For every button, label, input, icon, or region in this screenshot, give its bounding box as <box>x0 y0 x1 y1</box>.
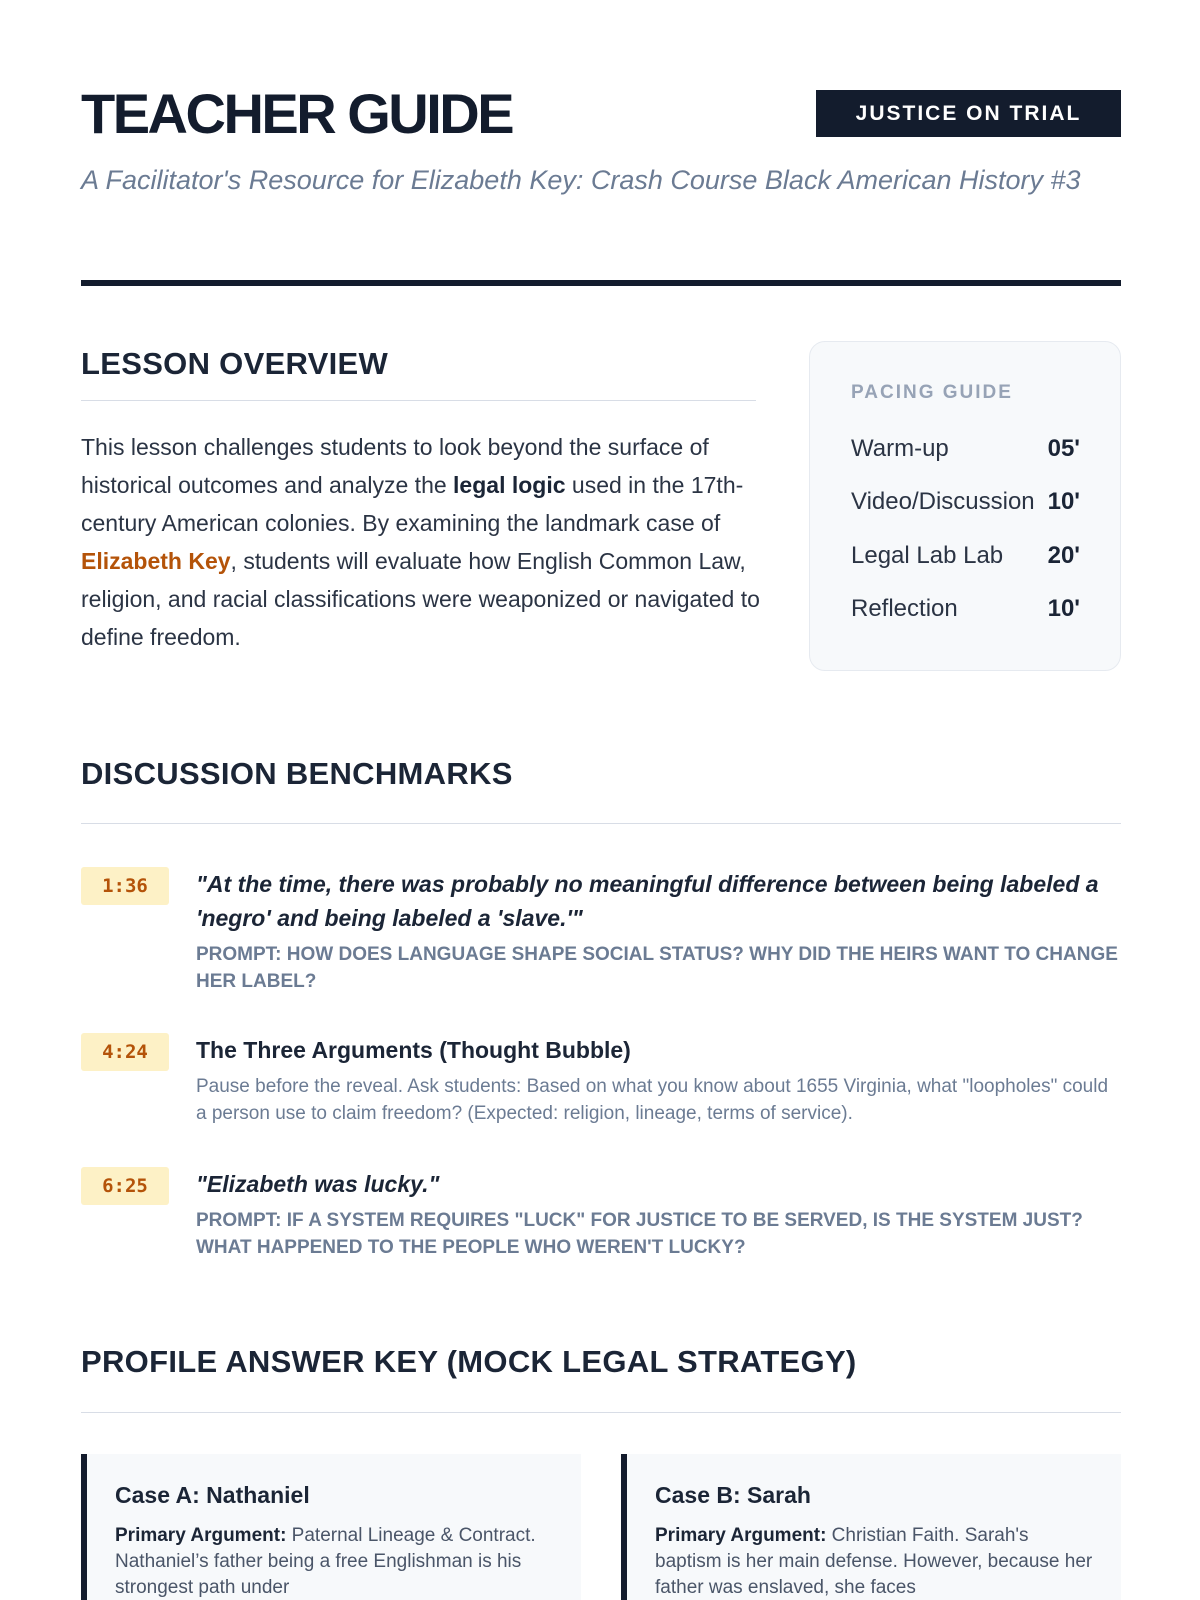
benchmark-prompt: PROMPT: IF A SYSTEM REQUIRES "LUCK" FOR JUSTICE TO BE SERVED, IS THE SYSTEM JUST? WHAT HAPPENED TO THE PEOPLE WHO WEREN'T LUCKY? <box>196 1210 1083 1258</box>
benchmark-quote: "At the time, there was probably no meaningful difference between being labeled a 'negro' and being labeled a 'slave.'" <box>196 871 1099 931</box>
timestamp-badge: 4:24 <box>81 1033 169 1071</box>
benchmark-quote: "Elizabeth was lucky." <box>196 1171 440 1197</box>
case-argument <box>655 1523 1093 1600</box>
case-title: Case A: Nathaniel <box>115 1482 310 1508</box>
discussion-benchmarks-heading: DISCUSSION BENCHMARKS <box>81 756 513 791</box>
page-subtitle: A Facilitator's Resource for Elizabeth Key: Crash Course Black American History #3 <box>81 165 1081 195</box>
benchmarks-divider <box>81 823 1121 824</box>
lesson-overview-heading: LESSON OVERVIEW <box>81 346 389 381</box>
timestamp-badge: 6:25 <box>81 1167 169 1205</box>
answer-key-heading: PROFILE ANSWER KEY (MOCK LEGAL STRATEGY) <box>81 1344 857 1379</box>
page-title: TEACHER GUIDE <box>81 82 513 145</box>
overview-bold-term: legal logic <box>453 472 566 498</box>
pacing-minutes: 20' <box>1047 541 1080 569</box>
overview-accent-name: Elizabeth Key <box>81 548 231 574</box>
argument-text: Paternal Lineage & Contract. Nathaniel’s father being a free Englishman is his strongest path under <box>115 1525 536 1598</box>
case-card-a <box>81 1454 581 1600</box>
benchmark-prompt: PROMPT: HOW DOES LANGUAGE SHAPE SOCIAL STATUS? WHY DID THE HEIRS WANT TO CHANGE HER LABEL? <box>196 944 1118 992</box>
answer-key-divider <box>81 1412 1121 1413</box>
pacing-label: Legal Lab Lab <box>851 541 1004 569</box>
pacing-row <box>851 422 1080 476</box>
timestamp-badge: 1:36 <box>81 867 169 905</box>
pacing-guide-card <box>809 341 1121 671</box>
pacing-minutes: 10' <box>1047 595 1080 623</box>
benchmark-body <box>196 867 1121 995</box>
pacing-label: Video/Discussion <box>851 488 1035 516</box>
pacing-row <box>851 583 1080 637</box>
case-title: Case B: Sarah <box>655 1482 811 1508</box>
argument-text: Christian Faith. Sarah's baptism is her main defense. However, because her father was enslaved, she faces <box>655 1525 1093 1598</box>
overview-divider <box>81 400 756 401</box>
benchmark-body <box>196 1033 1121 1127</box>
argument-label: Primary Argument: <box>115 1525 287 1546</box>
pacing-label: Reflection <box>851 595 958 623</box>
overview-text-part: used in the 17th-century American colonies. By examining the landmark case of <box>81 472 744 536</box>
benchmark-note: Pause before the reveal. Ask students: Based on what you know about 1655 Virginia, what "loopholes" could a person use to claim freedom? (Expected: religion, lineage, terms of service). <box>196 1076 1109 1124</box>
pacing-label: Warm-up <box>851 434 949 462</box>
lesson-overview-text <box>81 428 771 656</box>
benchmark-title: The Three Arguments (Thought Bubble) <box>196 1037 631 1063</box>
pacing-row <box>851 529 1080 583</box>
pacing-minutes: 10' <box>1047 488 1080 516</box>
pacing-minutes: 05' <box>1047 434 1080 462</box>
pacing-guide-title: PACING GUIDE <box>851 382 1013 403</box>
overview-text-part: , students will evaluate how English Common Law, religion, and racial classifications were weaponized or navigated to define freedom. <box>81 548 760 650</box>
overview-text-part: This lesson challenges students to look beyond the surface of historical outcomes and analyze the <box>81 434 709 498</box>
case-argument <box>115 1523 553 1600</box>
case-card-b <box>621 1454 1121 1600</box>
header-divider <box>81 280 1121 286</box>
pacing-row <box>851 476 1080 530</box>
benchmark-body <box>196 1167 1121 1261</box>
argument-label: Primary Argument: <box>655 1525 827 1546</box>
series-badge: JUSTICE ON TRIAL <box>816 90 1121 137</box>
